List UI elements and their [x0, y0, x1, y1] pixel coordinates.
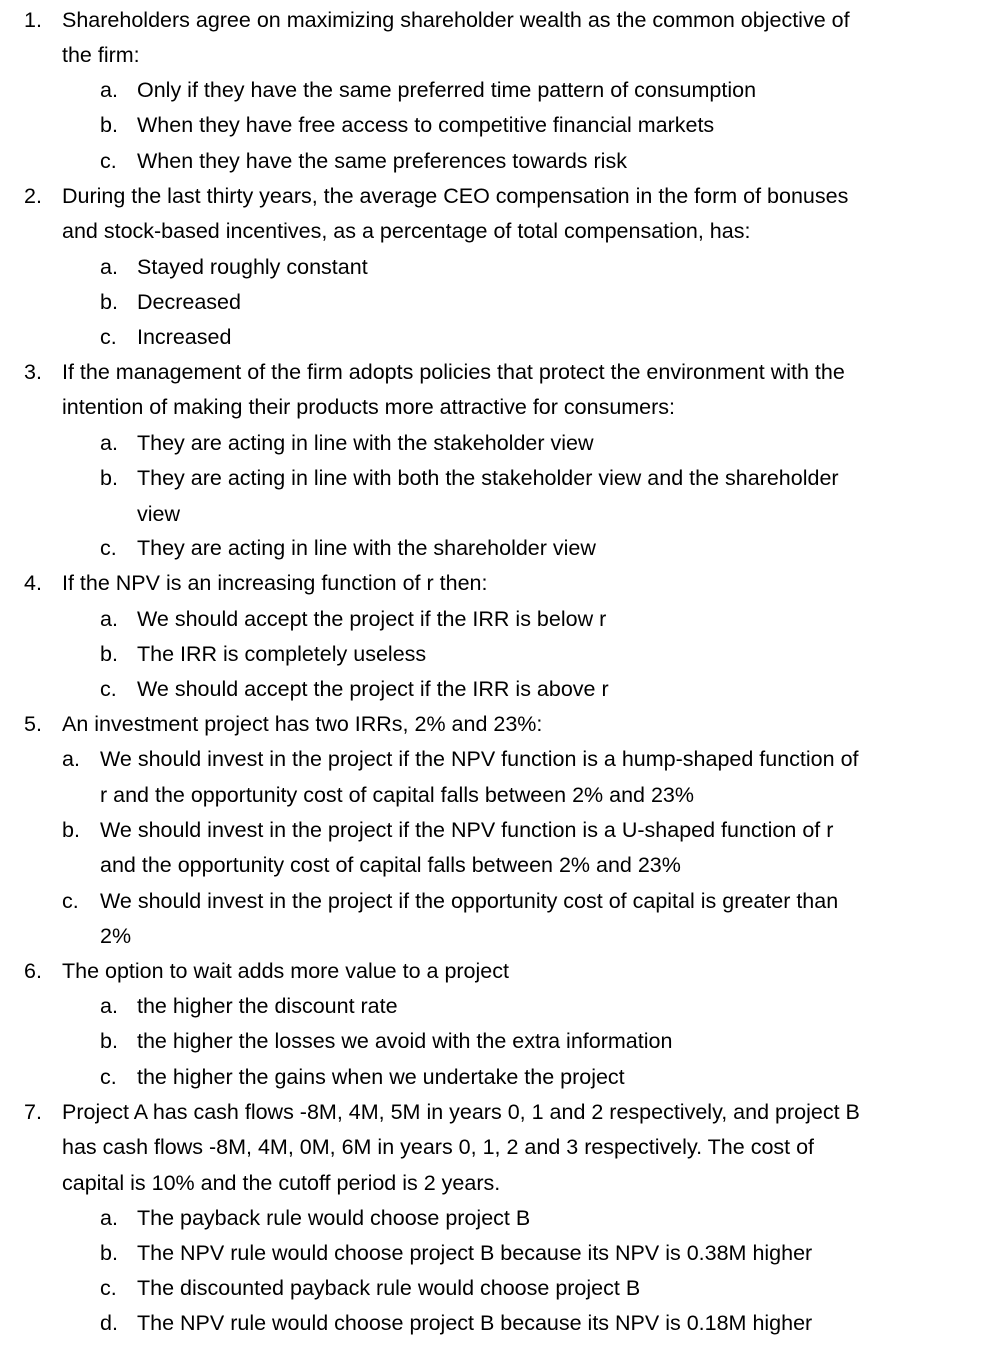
question-7-option-a: The payback rule would choose project B: [137, 1206, 531, 1230]
question-3-option-c: They are acting in line with the shareholder view: [137, 536, 596, 560]
question-5-option-a: We should invest in the project if the NPV function is a hump-shaped function of: [100, 747, 859, 771]
question-2-option-b-letter: b.: [100, 290, 118, 314]
question-2-option-c-letter: c.: [100, 325, 117, 349]
question-1-option-c: When they have the same preferences towards risk: [137, 149, 627, 173]
question-3-option-b-letter: b.: [100, 466, 118, 490]
question-5-option-c: We should invest in the project if the opportunity cost of capital is greater than: [100, 889, 839, 913]
question-1-option-a-letter: a.: [100, 78, 118, 102]
question-5-option-c: 2%: [100, 924, 132, 948]
question-2-option-b: Decreased: [137, 290, 241, 314]
question-3-option-b: They are acting in line with both the stakeholder view and the shareholder: [137, 466, 839, 490]
question-3-option-a-letter: a.: [100, 431, 118, 455]
question-3-option-c-letter: c.: [100, 536, 117, 560]
question-2-option-c: Increased: [137, 325, 232, 349]
question-3-option-a: They are acting in line with the stakeholder view: [137, 431, 594, 455]
question-6-option-b: the higher the losses we avoid with the extra information: [137, 1029, 673, 1053]
question-7-text: has cash flows -8M, 4M, 0M, 6M in years 0, 1, 2 and 3 respectively. The cost of: [62, 1135, 815, 1159]
question-4-option-b: The IRR is completely useless: [137, 642, 427, 666]
question-7-option-d: The NPV rule would choose project B because its NPV is 0.18M higher: [137, 1311, 813, 1335]
question-2-number: 2.: [24, 184, 42, 208]
question-6-option-a-letter: a.: [100, 994, 118, 1018]
question-7-text: Project A has cash flows -8M, 4M, 5M in years 0, 1 and 2 respectively, and project B: [62, 1100, 860, 1124]
question-6-option-b-letter: b.: [100, 1029, 118, 1053]
question-6-text: The option to wait adds more value to a project: [62, 959, 509, 983]
question-2-text: and stock-based incentives, as a percentage of total compensation, has:: [62, 219, 751, 243]
question-5-number: 5.: [24, 712, 42, 736]
question-4-option-b-letter: b.: [100, 642, 118, 666]
question-4-number: 4.: [24, 571, 42, 595]
question-7-option-a-letter: a.: [100, 1206, 118, 1230]
question-1-option-b-letter: b.: [100, 113, 118, 137]
question-7-option-b: The NPV rule would choose project B because its NPV is 0.38M higher: [137, 1241, 813, 1265]
question-2-text: During the last thirty years, the average CEO compensation in the form of bonuses: [62, 184, 849, 208]
question-4-text: If the NPV is an increasing function of r then:: [62, 571, 488, 595]
question-5-text: An investment project has two IRRs, 2% and 23%:: [62, 712, 543, 736]
question-1-option-c-letter: c.: [100, 149, 117, 173]
question-1-text: the firm:: [62, 43, 140, 67]
question-7-option-b-letter: b.: [100, 1241, 118, 1265]
question-1-option-b: When they have free access to competitive financial markets: [137, 113, 715, 137]
question-1-number: 1.: [24, 8, 42, 32]
question-3-text: If the management of the firm adopts policies that protect the environment with the: [62, 360, 845, 384]
question-6-option-c: the higher the gains when we undertake the project: [137, 1065, 625, 1089]
question-1-option-a: Only if they have the same preferred time pattern of consumption: [137, 78, 757, 102]
question-1-text: Shareholders agree on maximizing shareholder wealth as the common objective of: [62, 8, 850, 32]
question-5-option-b: and the opportunity cost of capital falls between 2% and 23%: [100, 853, 681, 877]
question-4-option-a: We should accept the project if the IRR is below r: [137, 607, 607, 631]
question-5-option-a-letter: a.: [62, 747, 80, 771]
question-7-number: 7.: [24, 1100, 42, 1124]
question-5-option-c-letter: c.: [62, 889, 79, 913]
question-7-option-c: The discounted payback rule would choose project B: [137, 1276, 641, 1300]
question-4-option-c: We should accept the project if the IRR is above r: [137, 677, 609, 701]
question-5-option-a: r and the opportunity cost of capital falls between 2% and 23%: [100, 783, 695, 807]
question-6-option-a: the higher the discount rate: [137, 994, 398, 1018]
question-5-option-b-letter: b.: [62, 818, 80, 842]
question-6-number: 6.: [24, 959, 42, 983]
question-5-option-b: We should invest in the project if the NPV function is a U-shaped function of r: [100, 818, 834, 842]
question-3-number: 3.: [24, 360, 42, 384]
question-6-option-c-letter: c.: [100, 1065, 117, 1089]
question-4-option-a-letter: a.: [100, 607, 118, 631]
question-2-option-a: Stayed roughly constant: [137, 255, 368, 279]
question-2-option-a-letter: a.: [100, 255, 118, 279]
question-7-text: capital is 10% and the cutoff period is 2 years.: [62, 1171, 501, 1195]
question-3-text: intention of making their products more attractive for consumers:: [62, 395, 676, 419]
question-7-option-c-letter: c.: [100, 1276, 117, 1300]
question-3-option-b: view: [137, 502, 181, 526]
question-7-option-d-letter: d.: [100, 1311, 118, 1335]
question-4-option-c-letter: c.: [100, 677, 117, 701]
